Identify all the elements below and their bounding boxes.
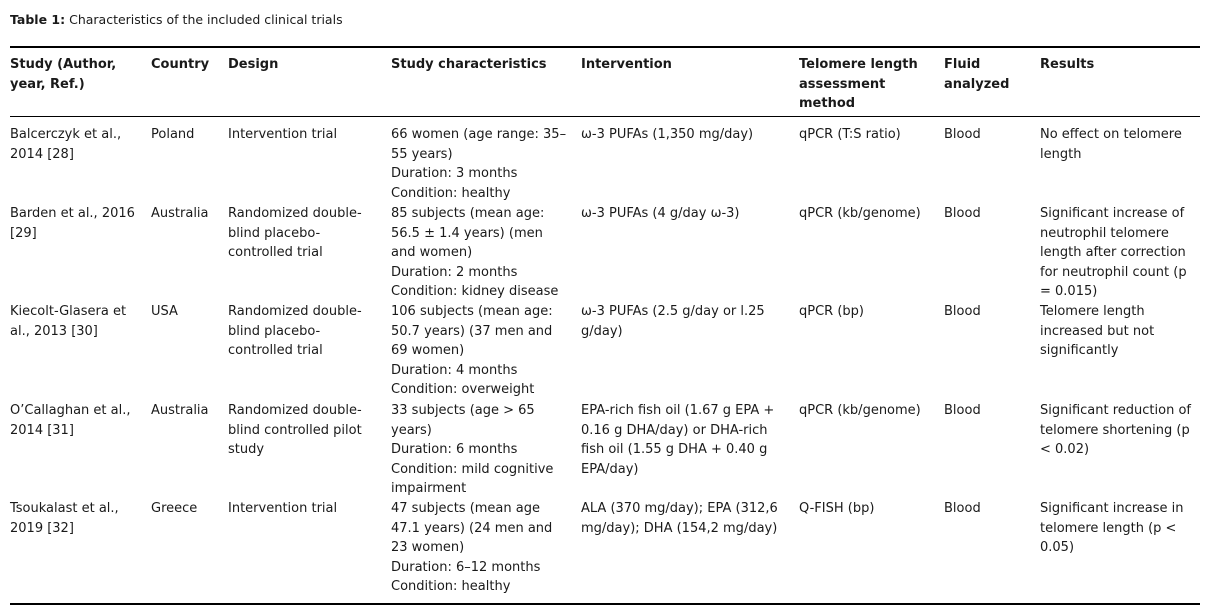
cell-results: Telomere length increased but not significantly (1040, 304, 1155, 359)
table-header-rule (10, 116, 1200, 117)
cell-study: Tsoukalast et al., 2019 [32] (10, 501, 119, 536)
characteristics-line: Duration: 6–12 months (391, 559, 541, 575)
cell-study: Balcerczyk et al., 2014 [28] (10, 127, 122, 162)
table-top-rule (10, 46, 1200, 48)
table-caption (10, 11, 343, 29)
table-bottom-rule (10, 603, 1200, 605)
cell-study-characteristics (391, 499, 571, 597)
cell-design: Randomized double-blind placebo-controlled trial (228, 304, 362, 359)
cell-fluid: Blood (944, 403, 981, 418)
cell-study: Kiecolt-Glasera et al., 2013 [30] (10, 304, 127, 339)
cell-results: Significant reduction of telomere shortening (p < 0.02) (1040, 403, 1191, 458)
characteristics-line: Condition: overweight (391, 382, 535, 398)
cell-results: No effect on telomere length (1040, 127, 1182, 162)
cell-method: qPCR (kb/genome) (799, 206, 921, 221)
cell-country: Greece (151, 501, 198, 516)
cell-intervention: ω-3 PUFAs (4 g/day ω-3) (581, 206, 740, 221)
characteristics-line: Duration: 6 months (391, 442, 518, 458)
cell-fluid: Blood (944, 127, 981, 142)
header-study-characteristics: Study characteristics (391, 57, 547, 72)
characteristics-line: Condition: kidney disease (391, 284, 559, 300)
header-intervention: Intervention (581, 57, 672, 72)
cell-design: Randomized double-blind placebo-controlled trial (228, 206, 362, 261)
cell-method: qPCR (T:S ratio) (799, 127, 901, 142)
cell-intervention: EPA-rich fish oil (1.67 g EPA + 0.16 g DHA/day) or DHA-rich fish oil (1.55 g DHA + 0.40 g EPA/day) (581, 403, 775, 477)
header-fluid: Fluid analyzed (944, 57, 1010, 92)
header-country: Country (151, 57, 210, 72)
cell-study-characteristics (391, 125, 571, 203)
cell-intervention: ALA (370 mg/day); EPA (312,6 mg/day); DHA (154,2 mg/day) (581, 501, 778, 536)
cell-fluid: Blood (944, 501, 981, 516)
characteristics-line: Duration: 2 months (391, 264, 518, 280)
cell-intervention: ω-3 PUFAs (2.5 g/day or l.25 g/day) (581, 304, 765, 339)
table-caption-text: Characteristics of the included clinical trials (69, 12, 343, 27)
cell-design: Randomized double-blind controlled pilot study (228, 403, 362, 458)
header-design: Design (228, 57, 279, 72)
characteristics-line: 33 subjects (age > 65 years) (391, 403, 535, 438)
cell-country: Australia (151, 403, 209, 418)
cell-method: Q-FISH (bp) (799, 501, 875, 516)
cell-study: O’Callaghan et al., 2014 [31] (10, 403, 131, 438)
cell-results: Significant increase of neutrophil telomere length after correction for neutrophil count (p = 0.015) (1040, 206, 1187, 300)
cell-design: Intervention trial (228, 127, 338, 142)
cell-study-characteristics (391, 302, 571, 400)
cell-study-characteristics (391, 204, 571, 302)
characteristics-line: Condition: healthy (391, 185, 511, 201)
characteristics-line: 106 subjects (mean age: 50.7 years) (37 men and 69 women) (391, 304, 553, 359)
cell-fluid: Blood (944, 304, 981, 319)
cell-country: Australia (151, 206, 209, 221)
characteristics-line: Duration: 4 months (391, 362, 518, 378)
characteristics-line: Condition: healthy (391, 579, 511, 595)
cell-design: Intervention trial (228, 501, 338, 516)
header-method: Telomere length assessment method (799, 57, 918, 112)
table-caption-label: Table 1: (10, 12, 66, 27)
cell-intervention: ω-3 PUFAs (1,350 mg/day) (581, 127, 754, 142)
cell-country: Poland (151, 127, 195, 142)
characteristics-line: Duration: 3 months (391, 166, 518, 182)
cell-study: Barden et al., 2016 [29] (10, 206, 135, 241)
characteristics-line: 47 subjects (mean age 47.1 years) (24 men and 23 women) (391, 501, 553, 556)
characteristics-line: Condition: mild cognitive impairment (391, 461, 554, 497)
characteristics-line: 66 women (age range: 35–55 years) (391, 127, 567, 162)
cell-results: Significant increase in telomere length (p < 0.05) (1040, 501, 1184, 556)
cell-country: USA (151, 304, 178, 319)
header-results: Results (1040, 57, 1095, 72)
cell-fluid: Blood (944, 206, 981, 221)
cell-method: qPCR (bp) (799, 304, 864, 319)
header-study: Study (Author, year, Ref.) (10, 57, 117, 92)
characteristics-line: 85 subjects (mean age: 56.5 ± 1.4 years) (men and women) (391, 206, 545, 261)
cell-method: qPCR (kb/genome) (799, 403, 921, 418)
cell-study-characteristics (391, 401, 571, 499)
